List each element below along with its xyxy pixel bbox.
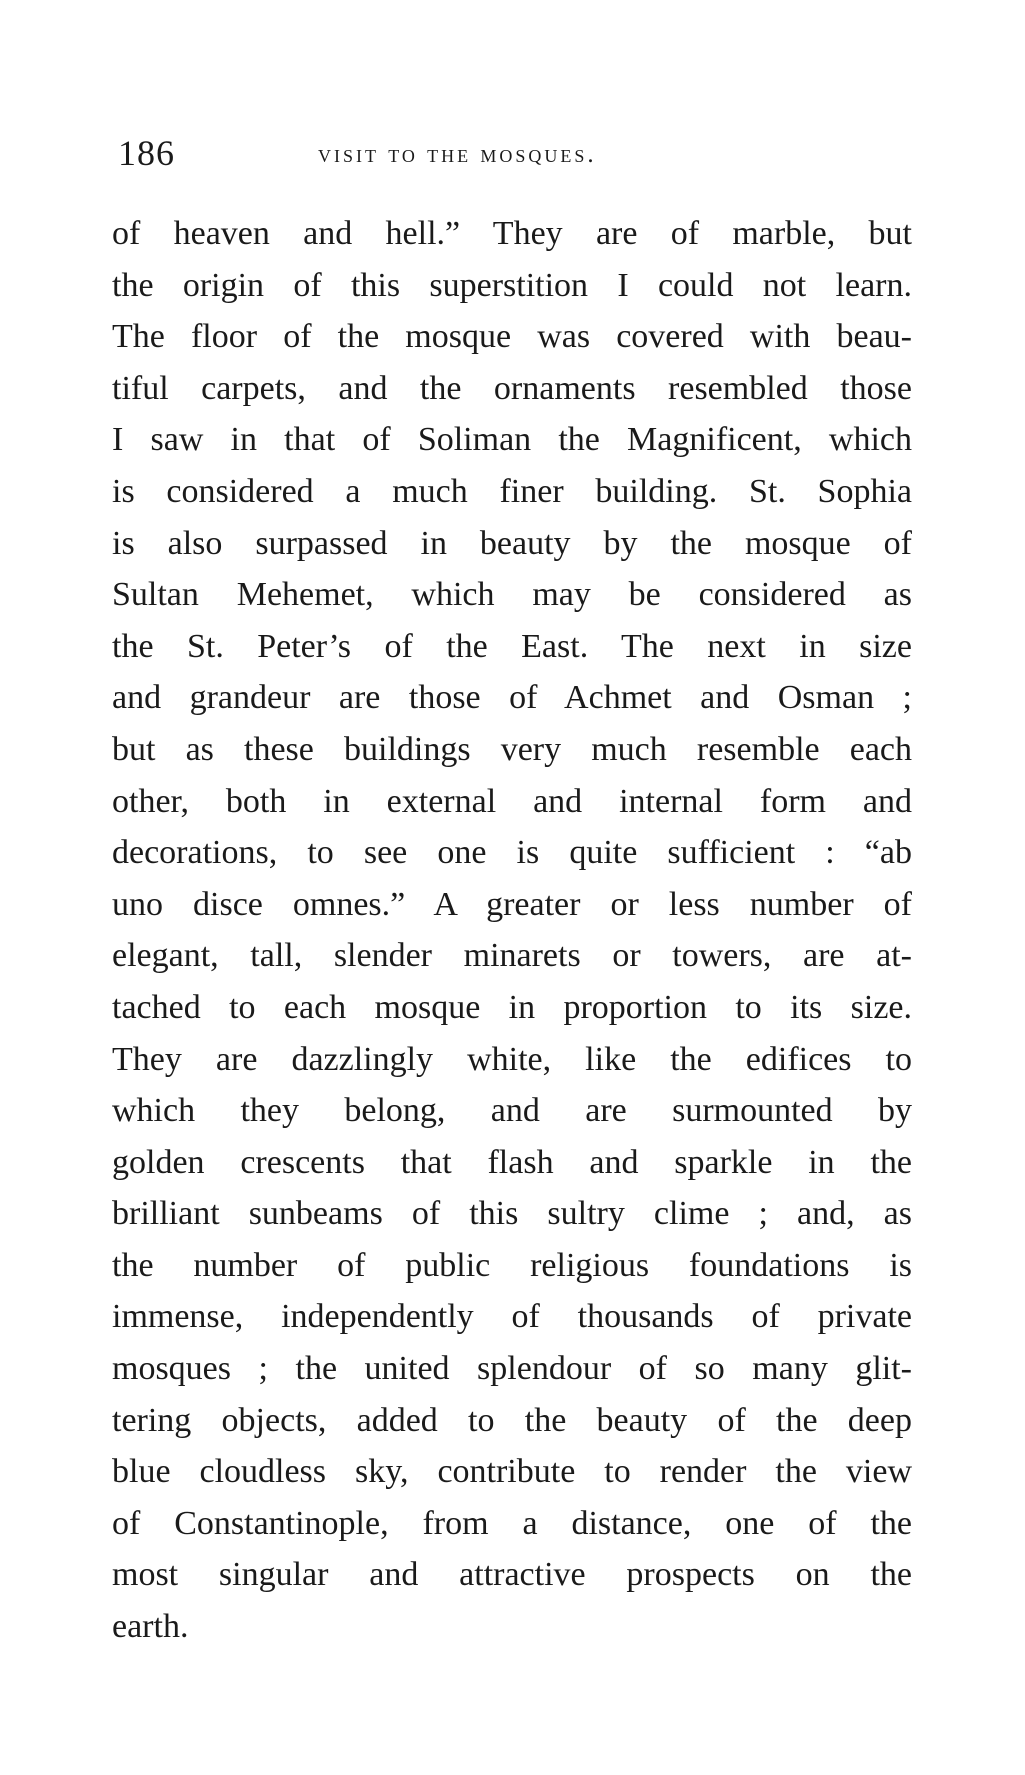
- text-line: most singular and attractive prospects on the: [112, 1556, 912, 1594]
- text-line: but as these buildings very much resemble each: [112, 730, 912, 768]
- text-line: is also surpassed in beauty by the mosque of: [112, 524, 912, 562]
- running-title: visit to the mosques.: [318, 141, 597, 168]
- text-line: the St. Peter’s of the East. The next in size: [112, 627, 912, 665]
- text-line: of heaven and hell.” They are of marble, but: [112, 215, 912, 252]
- text-line: and grandeur are those of Achmet and Osman ;: [112, 679, 912, 717]
- text-line: of Constantinople, from a distance, one of the: [112, 1504, 912, 1542]
- page-number: 186: [118, 133, 175, 173]
- text-line: the number of public religious foundations is: [112, 1246, 912, 1284]
- text-line: blue cloudless sky, contribute to render the view: [112, 1453, 912, 1491]
- text-line: the origin of this superstition I could not learn.: [112, 266, 912, 304]
- text-line: earth.: [112, 1608, 189, 1646]
- text-line: Sultan Mehemet, which may be considered as: [112, 576, 912, 614]
- text-line: decorations, to see one is quite sufficient : “ab: [112, 834, 912, 872]
- text-line: They are dazzlingly white, like the edifices to: [112, 1040, 912, 1078]
- text-line: is considered a much finer building. St. Sophia: [112, 472, 912, 510]
- text-line: tached to each mosque in proportion to its size.: [112, 988, 912, 1026]
- text-line: I saw in that of Soliman the Magnificent, which: [112, 421, 912, 459]
- text-line: brilliant sunbeams of this sultry clime ; and, as: [112, 1195, 912, 1233]
- text-line: tering objects, added to the beauty of the deep: [112, 1401, 912, 1439]
- text-line: uno disce omnes.” A greater or less number of: [112, 885, 912, 923]
- text-line: golden crescents that flash and sparkle in the: [112, 1143, 912, 1181]
- text-line: immense, independently of thousands of private: [112, 1298, 912, 1336]
- text-line: which they belong, and are surmounted by: [112, 1092, 912, 1130]
- text-line: The floor of the mosque was covered with beau-: [112, 318, 912, 356]
- text-line: other, both in external and internal form and: [112, 782, 912, 820]
- body-text: [112, 208, 912, 1653]
- text-line: elegant, tall, slender minarets or towers, are at-: [112, 937, 912, 975]
- text-line: tiful carpets, and the ornaments resembled those: [112, 369, 912, 407]
- running-head: [118, 128, 908, 178]
- text-line: mosques ; the united splendour of so many glit-: [112, 1350, 912, 1388]
